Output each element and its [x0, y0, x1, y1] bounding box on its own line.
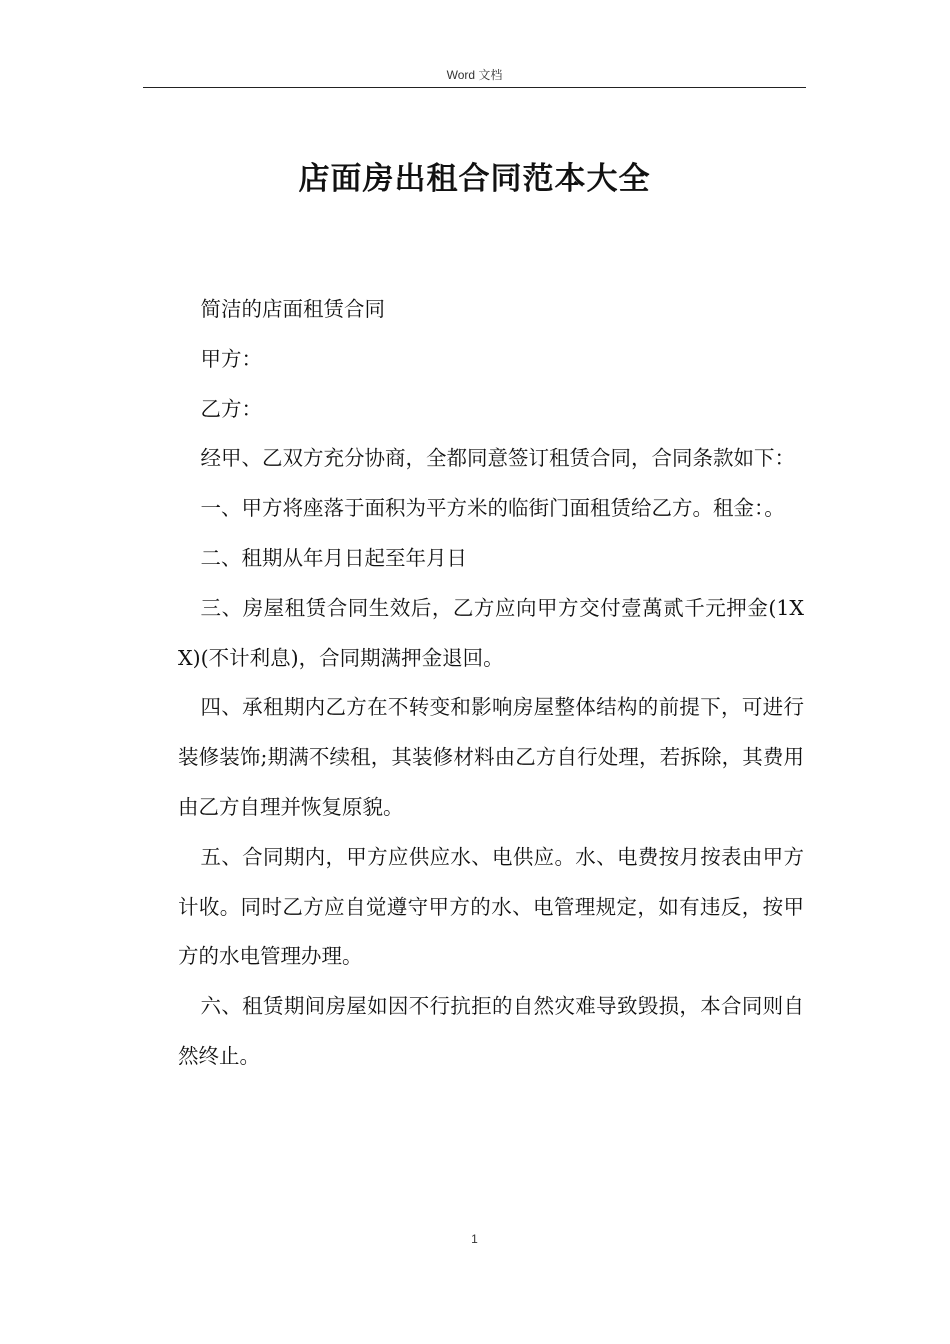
paragraph-clause-1: 一、甲方将座落于面积为平方米的临街门面租赁给乙方。租金：。 — [200, 496, 785, 521]
header-divider — [143, 87, 806, 88]
paragraph-clause-3: 三、房屋租赁合同生效后，乙方应向甲方交付壹萬贰千元押金(1XX)(不计利息)，合同期满押金退回。 — [178, 595, 804, 670]
page-header: Word 文档 — [446, 68, 503, 82]
paragraph-clause-4: 四、承租期内乙方在不转变和影响房屋整体结构的前提下，可进行装修装饰;期满不续租，其装修材料由乙方自行处理，若拆除，其费用由乙方自理并恢复原貌。 — [178, 695, 804, 819]
paragraph-party-b: 乙方： — [200, 396, 263, 421]
paragraph-clause-5: 五、合同期内，甲方应供应水、电供应。水、电费按月按表由甲方计收。同时乙方应自觉遵守甲方的水、电管理规定，如有违反，按甲方的水电管理办理。 — [178, 844, 804, 969]
document-title: 店面房出租合同范本大全 — [298, 161, 651, 197]
page-number: 1 — [471, 1232, 478, 1246]
paragraph-clause-6: 六、租赁期间房屋如因不行抗拒的自然灾难导致毁损，本合同则自然终止。 — [178, 994, 804, 1068]
document-body — [178, 285, 804, 1082]
paragraph-clause-2: 二、租期从年月日起至年月日 — [200, 545, 468, 570]
paragraph-subtitle: 简洁的店面租赁合同 — [200, 297, 386, 321]
paragraph-preamble: 经甲、乙双方充分协商，全都同意签订租赁合同，合同条款如下： — [200, 446, 796, 471]
paragraph-party-a: 甲方： — [200, 346, 263, 371]
